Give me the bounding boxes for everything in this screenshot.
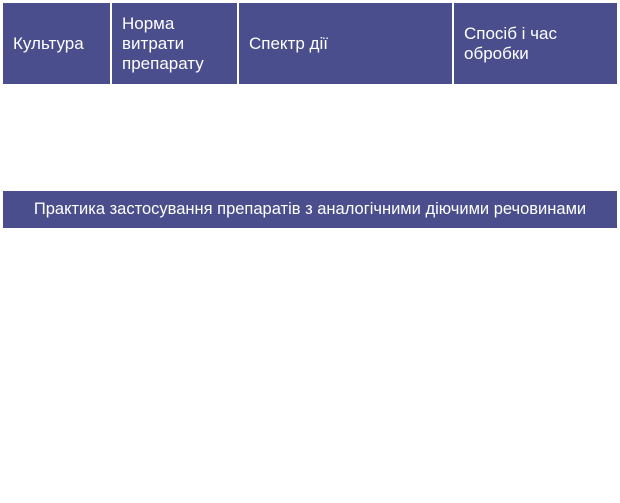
header-application-rate: Норма витрати препарату [112, 3, 239, 84]
table-row-empty [3, 84, 617, 191]
table-header-row [3, 3, 617, 84]
section-title-row: Практика застосування препаратів з аналогічними діючими речовинами [3, 191, 617, 228]
header-spectrum: Спектр дії [239, 3, 454, 84]
header-culture: Культура [3, 3, 112, 84]
data-table [3, 3, 617, 191]
header-method-and-time: Спосіб і час обробки [454, 3, 617, 84]
